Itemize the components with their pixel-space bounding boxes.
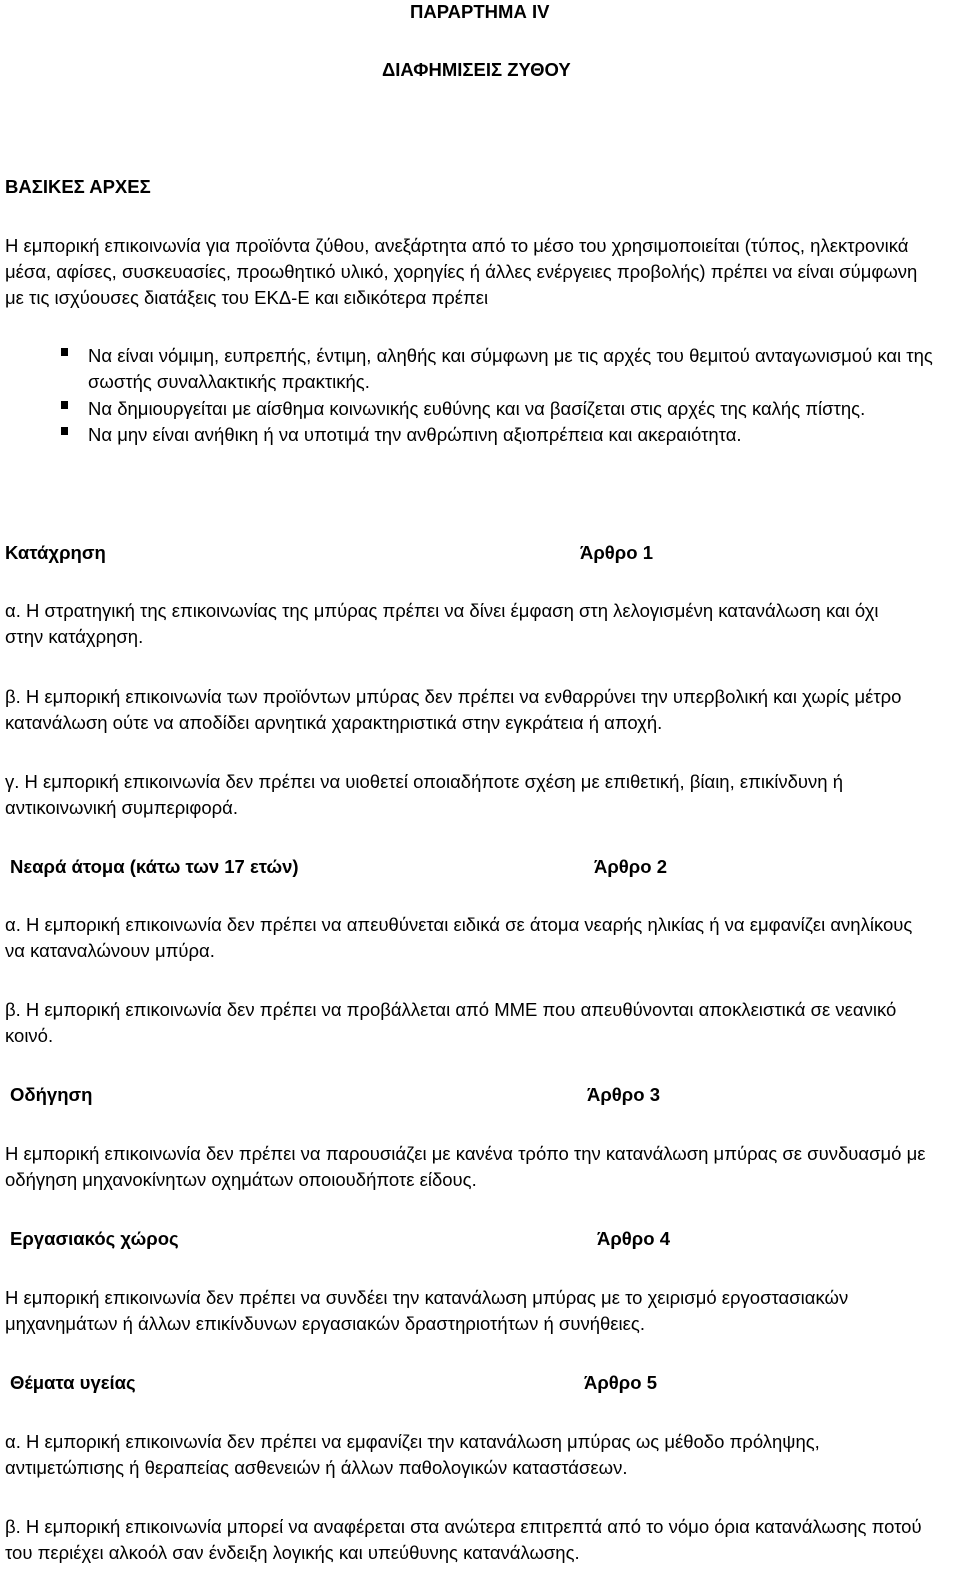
article-title: Νεαρά άτομα (κάτω των 17 ετών) (10, 856, 299, 877)
bullet-text: Να δημιουργείται με αίσθημα κοινωνικής ευθύνης και να βασίζεται στις αρχές της καλής πίστης. (88, 398, 866, 419)
article-paragraph-line: β. Η εμπορική επικοινωνία μπορεί να αναφέρεται στα ανώτερα επιτρεπτά από το νόμο όρια κατανάλωσης ποτού (5, 1516, 922, 1537)
article-paragraph-line: οδήγηση μηχανοκίνητων οχημάτων οποιουδήποτε είδους. (5, 1169, 477, 1190)
article-title: Εργασιακός χώρος (10, 1228, 179, 1249)
square-bullet-icon (61, 427, 68, 435)
article-number: Άρθρο 5 (584, 1372, 657, 1393)
article-title: Οδήγηση (10, 1084, 93, 1105)
article-paragraph-line: α. Η εμπορική επικοινωνία δεν πρέπει να απευθύνεται ειδικά σε άτομα νεαρής ηλικίας ή να εμφανίζει ανηλίκους (5, 914, 913, 935)
article-paragraph-line: αντικοινωνική συμπεριφορά. (5, 797, 239, 818)
article-paragraph-line: Η εμπορική επικοινωνία δεν πρέπει να συνδέει την κατανάλωση μπύρας με το χειρισμό εργοστασιακών (5, 1287, 849, 1308)
intro-line: μέσα, αφίσες, συσκευασίες, προωθητικό υλικό, χορηγίες ή άλλες ενέργειες προβολής) πρέπει να είναι σύμφωνη (5, 261, 918, 282)
article-title: Θέματα υγείας (10, 1372, 136, 1393)
intro-line: Η εμπορική επικοινωνία για προϊόντα ζύθου, ανεξάρτητα από το μέσο του χρησιμοποιείται (τύπος, ηλεκτρονικά (5, 235, 909, 256)
article-paragraph-line: γ. Η εμπορική επικοινωνία δεν πρέπει να υιοθετεί οποιαδήποτε σχέση με επιθετική, βίαιη, επικίνδυνη ή (5, 771, 843, 792)
article-number: Άρθρο 3 (587, 1084, 660, 1105)
article-paragraph-line: α. Η στρατηγική της επικοινωνίας της μπύρας πρέπει να δίνει έμφαση στη λελογισμένη κατανάλωση και όχι (5, 600, 879, 621)
square-bullet-icon (61, 348, 68, 356)
article-number: Άρθρο 2 (594, 856, 667, 877)
bullet-text: Να είναι νόμιμη, ευπρεπής, έντιμη, αληθής και σύμφωνη με τις αρχές του θεμιτού ανταγωνισμού και της (88, 345, 933, 366)
article-paragraph-line: μηχανημάτων ή άλλων επικίνδυνων εργασιακών δραστηριοτήτων ή συνήθειες. (5, 1313, 645, 1334)
square-bullet-icon (61, 401, 68, 409)
intro-line: με τις ισχύουσες διατάξεις του ΕΚΔ-Ε και ειδικότερα πρέπει (5, 287, 489, 308)
article-paragraph-line: κοινό. (5, 1025, 54, 1046)
article-paragraph-line: αντιμετώπισης ή θεραπείας ασθενειών ή άλλων παθολογικών καταστάσεων. (5, 1457, 628, 1478)
article-title: Κατάχρηση (5, 542, 106, 563)
article-paragraph-line: β. Η εμπορική επικοινωνία των προϊόντων μπύρας δεν πρέπει να ενθαρρύνει την υπερβολική και χωρίς μέτρο (5, 686, 902, 707)
basic-principles-heading: ΒΑΣΙΚΕΣ ΑΡΧΕΣ (5, 176, 151, 197)
bullet-text: Να μην είναι ανήθικη ή να υποτιμά την ανθρώπινη αξιοπρέπεια και ακεραιότητα. (88, 424, 742, 445)
article-number: Άρθρο 1 (580, 542, 653, 563)
article-paragraph-line: στην κατάχρηση. (5, 626, 144, 647)
article-paragraph-line: Η εμπορική επικοινωνία δεν πρέπει να παρουσιάζει με κανένα τρόπο την κατανάλωση μπύρας σε συνδυασμό με (5, 1143, 926, 1164)
document-title: ΔΙΑΦΗΜΙΣΕΙΣ ΖΥΘΟΥ (382, 59, 571, 80)
article-paragraph-line: να καταναλώνουν μπύρα. (5, 940, 215, 961)
article-paragraph-line: του περιέχει αλκοόλ σαν ένδειξη λογικής και υπεύθυνης κατανάλωσης. (5, 1542, 580, 1563)
article-paragraph-line: β. Η εμπορική επικοινωνία δεν πρέπει να προβάλλεται από ΜΜΕ που απευθύνονται αποκλειστικά σε νεανικό (5, 999, 897, 1020)
annex-title: ΠΑΡΑΡΤΗΜΑ IV (410, 1, 550, 22)
article-number: Άρθρο 4 (597, 1228, 670, 1249)
bullet-text: σωστής συναλλακτικής πρακτικής. (88, 371, 370, 392)
article-paragraph-line: κατανάλωση ούτε να αποδίδει αρνητικά χαρακτηριστικά στην εγκράτεια ή αποχή. (5, 712, 663, 733)
article-paragraph-line: α. Η εμπορική επικοινωνία δεν πρέπει να εμφανίζει την κατανάλωση μπύρας ως μέθοδο πρόληψης, (5, 1431, 820, 1452)
